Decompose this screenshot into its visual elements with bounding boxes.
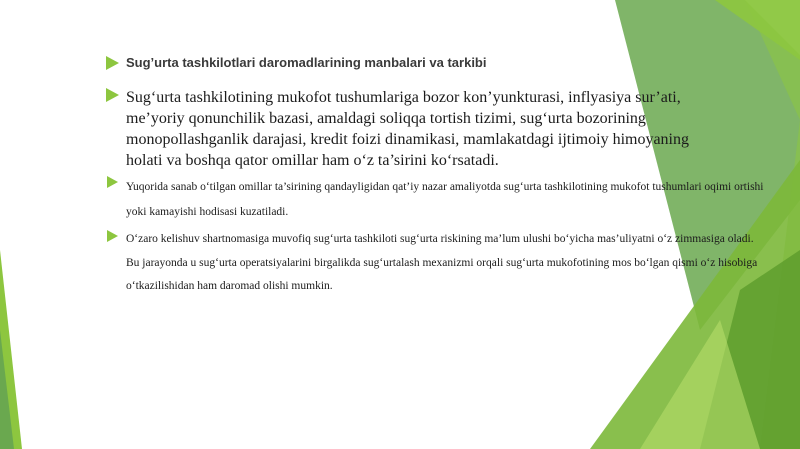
bullet-heading	[106, 56, 119, 70]
paragraph-1: Sug‘urta tashkilotining mukofot tushumlariga bozor kon’yunkturasi, inflyasiya sur’ati, me’yoriy qonunchilik bazasi, amaldagi soliqqa tortish tizimi, sug‘urta bozorining monopollashganlik darajasi, kredit foizi dinamikasi, mamlakatdagi ijtimoiy himoyaning holati va boshqa qator omillar ham o‘z ta’sirini ko‘rsatadi.	[126, 89, 689, 169]
bullet-paragraph-1	[106, 88, 119, 102]
paragraph-2: Yuqorida sanab o‘tilgan omillar ta’sirining qandayligidan qat’iy nazar amaliyotda sug‘urta tashkilotining mukofot tushumlari oqimi ortishi yoki kamayishi hodisasi kuzatiladi.	[126, 181, 764, 218]
slide-heading: Sug’urta tashkilotlari daromadlarining manbalari va tarkibi	[126, 55, 487, 70]
paragraph-3: O‘zaro kelishuv shartnomasiga muvofiq sug‘urta tashkiloti sug‘urta riskining ma’lum ulushi bo‘yicha mas’uliyatni o‘z zimmasiga oladi. Bu jarayonda u sug‘urta operatsiyalarini birgalikda sug‘urtalash mexanizmi orqali sug‘urta mukofotining mos bo‘lgan qismi o‘z hisobiga o‘tkazilishidan ham daromad olishi mumkin.	[126, 233, 758, 292]
bullet-paragraph-3	[107, 230, 118, 242]
bullet-paragraph-2	[107, 176, 118, 188]
